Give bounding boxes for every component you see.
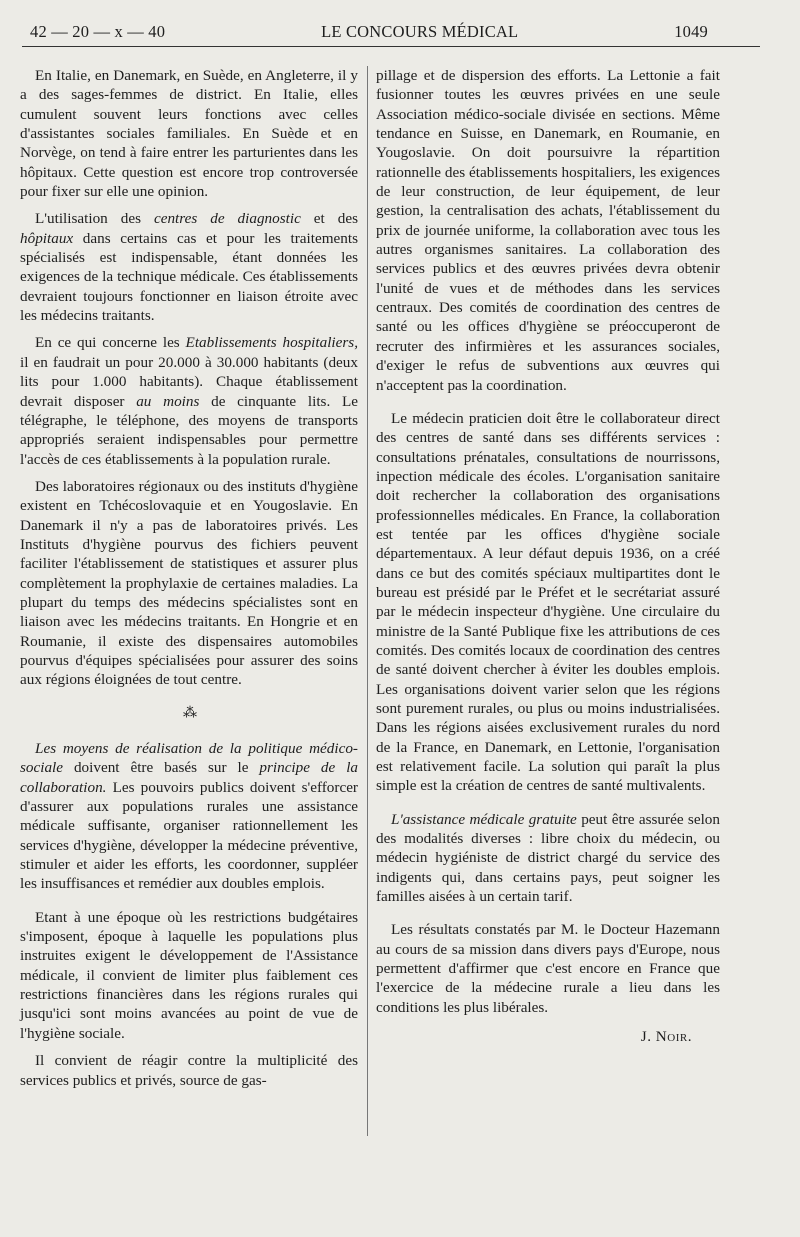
left-column [20,66,358,1090]
italic-run: L'assistance médicale gratuite [391,810,577,828]
paragraph: pillage et de dispersion des efforts. La Lettonie a fait fusionner toutes les œuvres privées en une seule Association médico-sociale divisée en sections. Même tendance en Suisse, en Danemark, en Roumanie, en Yougoslavie. On doit poursuivre la répartition rationnelle des établissements hospitaliers, les exigences de leur construction, de leur équipement, de leur gestion, la centralisation des achats, l'établissement du prix de journée uniforme, la collaboration avec tous les autres organismes sanitaires. La collaboration des services publics et des œuvres privées devra obtenir l'unité de vues et de méthodes dans les services centraux. Des comités de coordination des centres de santé ou les offices d'hygiène se préoccuperont de recruter des infirmières et les assurances sociales, d'exiger le refus de subventions aux œuvres qui n'acceptent pas la coordination. [376,67,720,394]
paragraph [20,333,358,468]
section-separator: ⁂ [183,705,195,721]
text-run: de cinquante lits. Le télégraphe, le téléphone, des moyens de transports appropriés seraient indispensables pour permettre l'accès de ces établissements à la population rurale. [20,392,358,468]
paragraph [20,739,358,894]
italic-run: au moins [136,392,200,410]
paragraph: Il convient de réagir contre la multiplicité des services publics et privés, source de gas- [20,1052,358,1089]
text-run: Les pouvoirs publics doivent s'efforcer d'assurer aux populations rurales une assistance médicale suffisante, organiser rationnellement les services d'hygiène, développer la médecine préventive, stimuler et aider les efforts, les coordonner, suppléer les insuffisances et remédier aux doubles emplois. [20,778,358,893]
text-run: il en faudrait un pour 20.000 à 30.000 habitants (deux lits pour 1.000 habitants). Chaque établissement devrait disposer [20,353,358,410]
italic-run: Les moyens de réalisation de la politique médico-sociale [20,740,358,777]
italic-run: centres de diagnostic [153,210,301,228]
paragraph: Les résultats constatés par M. le Docteur Hazemann au cours de sa mission dans divers pays d'Europe, nous permettent d'affirmer que c'est encore en France que l'exercice de la médecine rurale a lieu dans les conditions les plus libérales. [376,921,720,1016]
right-column [376,66,720,1047]
text-run: L'utilisation des [35,210,154,228]
header-rule [22,46,760,47]
journal-title: LE CONCOURS MÉDICAL [321,22,519,41]
issue-date: 42 — 20 — x — 40 [30,22,166,41]
paragraph: Le médecin praticien doit être le collaborateur direct des centres de santé dans ses différents services : consultations prénatales, consultations de nourrissons, inpection médicale des écoles. L'organisation sanitaire doit rechercher la collaboration des organisations professionnelles médicales. En France, la collaboration est tentée par les offices d'hygiène sociale départementaux. A leur défaut depuis 1936, on a créé dans ce but des comités spéciaux multipartites dont le bureau est présidé par le Préfet et le secrétariat assuré par le médecin inspecteur d'hygiène. Une circulaire du ministre de la Santé Publique fixe les attributions de ces comités. Des comités locaux de coordination des centres de santé doivent chercher à éviter les doubles emplois. Les organisations doivent varier selon que les régions sont purement rurales, ou plus ou moins industrialisées. Dans les régions aisées exclusivement rurales du nord de la France, en Danemark, en Lettonie, l'organisation est relativement facile. La solution qui paraît la plus simple est la création de centres de santé multivalents. [376,409,720,795]
column-divider [367,66,368,1136]
italic-run: principe de la collaboration. [20,759,359,796]
text-run: doivent être basés sur le [63,759,260,777]
paragraph: Etant à une époque où les restrictions budgétaires s'imposent, époque à laquelle les populations plus instruites exigent le développement de l'Assistance médicale, il convient de limiter plus faiblement ces restrictions financières dans les régions rurales qui jusqu'ici sont moins avancées au point de vue de l'hygiène sociale. [20,908,358,1042]
text-run: peut être assurée selon des modalités diverses : libre choix du médecin, ou médecin hygiéniste de district chargé du service des indigents qui, dans certains pays, peut soigner les familles aisées à un certain tarif. [376,810,720,906]
italic-run: hôpitaux [20,229,74,247]
paragraph: Des laboratoires régionaux ou des instituts d'hygiène existent en Tchécoslovaquie et en Yougoslavie. En Danemark il n'y a pas de laboratoires privés. Les Instituts d'hygiène pourvus des fichiers peuvent faciliter l'établissement de statistiques et assurer plus complètement la prophylaxie de certaines maladies. La plupart du temps des médecins spécialistes sont en liaison avec les médecins traitants. En Hongrie et en Roumanie, il existe des dispensaires automobiles pourvus d'équipes spécialisées pour assurer des soins aux régions éloignées de tout centre. [20,477,358,689]
text-run: et des [300,210,358,228]
italic-run: Etablissements hospitaliers, [185,334,359,352]
text-run: dans certains cas et pour les traitements spécialisés est indispensable, étant données les exigences de la technique médicale. Ces établissements devraient toujours fonctionner en liaison étroite avec les médecins traitants. [20,229,358,325]
paragraph [20,209,358,325]
paragraph: En Italie, en Danemark, en Suède, en Angleterre, il y a des sages-femmes de district. En Italie, elles cumulent souvent leurs fonctions avec celles d'assistantes sociales familiales. En Suède et en Norvège, on tend à faire entrer les parturientes dans les hôpitaux. Cette question est encore trop controversée pour fixer sur elle une opinion. [20,67,358,201]
text-run: En ce qui concerne les [35,334,186,352]
page-header [30,22,708,42]
page-number: 1049 [674,22,708,41]
paragraph [376,810,720,907]
author-signature: J. Noir. [640,1028,692,1046]
